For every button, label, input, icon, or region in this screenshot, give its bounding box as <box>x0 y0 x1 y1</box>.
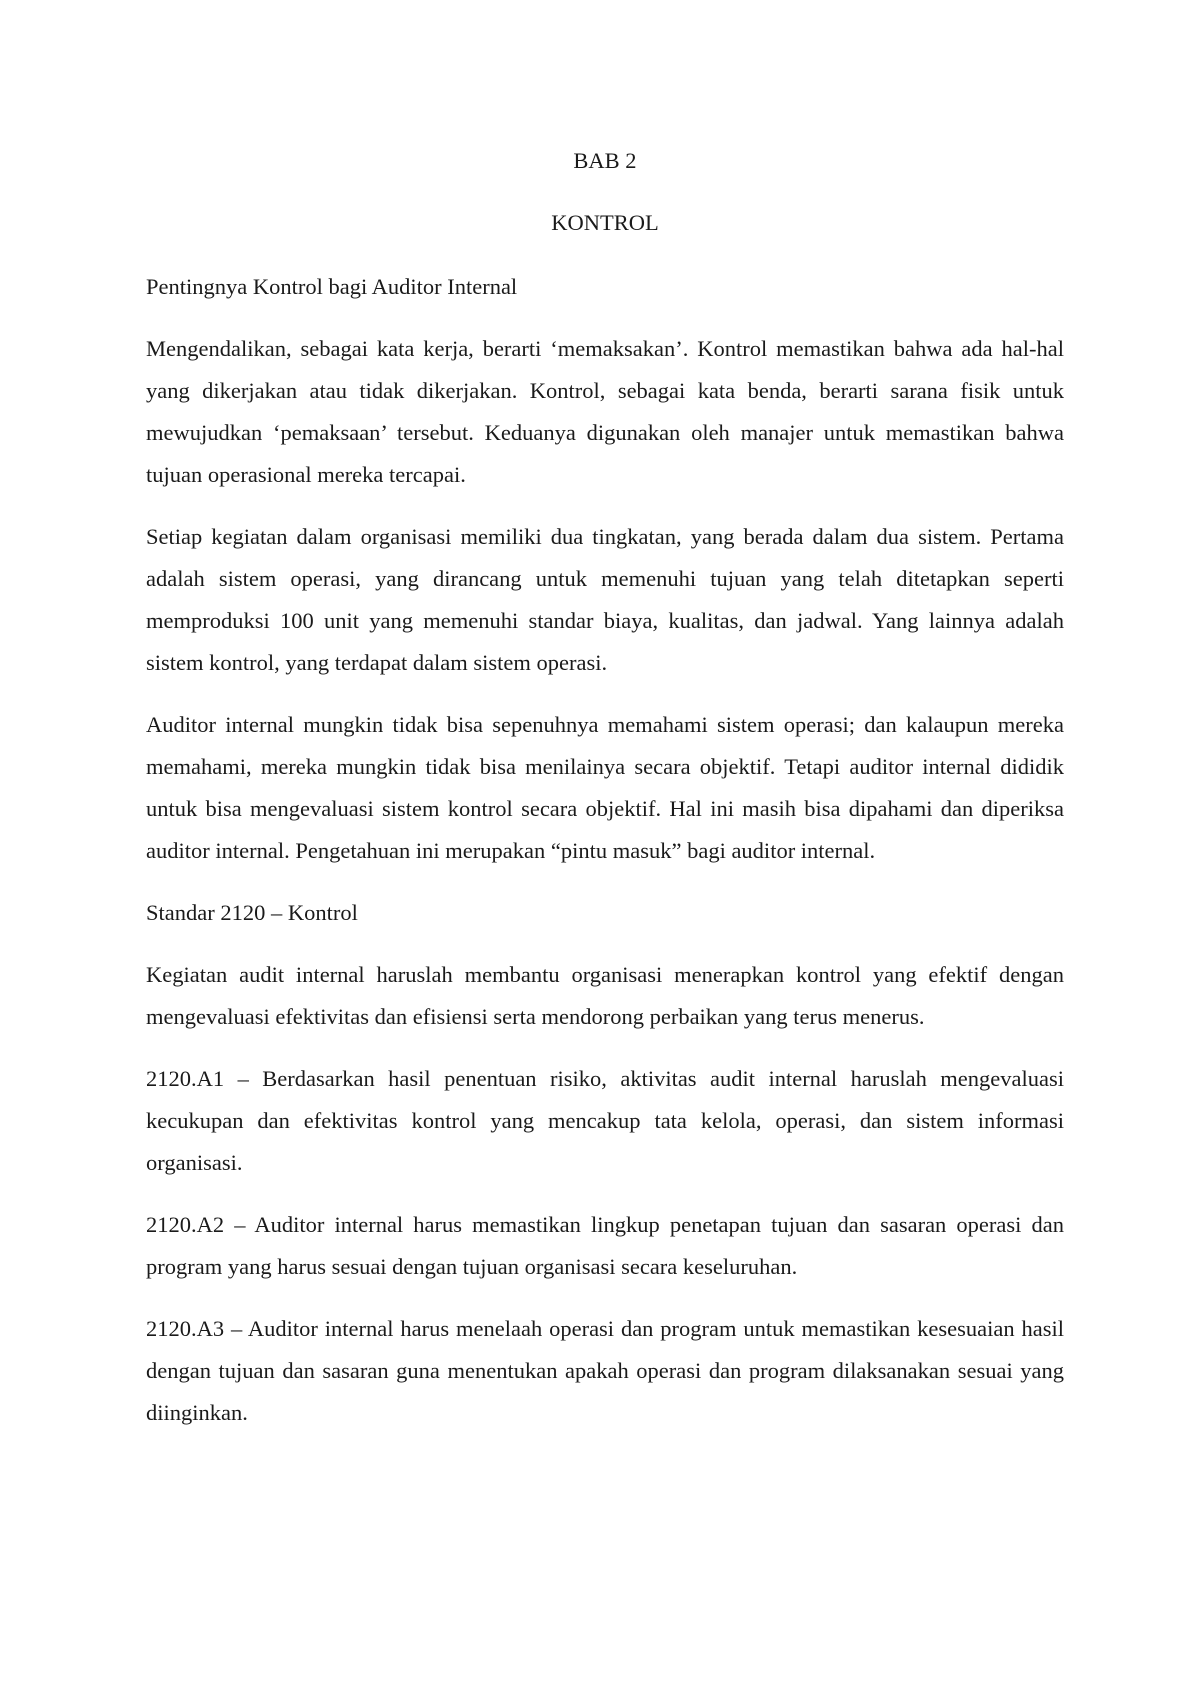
paragraph: Setiap kegiatan dalam organisasi memiliki dua tingkatan, yang berada dalam dua sistem. Pertama adalah sistem operasi, yang dirancang untuk memenuhi tujuan yang telah ditetapkan seperti memproduksi 100 unit yang memenuhi standar biaya, kualitas, dan jadwal. Yang lainnya adalah sistem kontrol, yang terdapat dalam sistem operasi. <box>146 524 1064 675</box>
paragraph: Kegiatan audit internal haruslah membantu organisasi menerapkan kontrol yang efektif dengan mengevaluasi efektivitas dan efisiensi serta mendorong perbaikan yang terus menerus. <box>146 962 1064 1029</box>
paragraph: Auditor internal mungkin tidak bisa sepenuhnya memahami sistem operasi; dan kalaupun mereka memahami, mereka mungkin tidak bisa menilainya secara objektif. Tetapi auditor internal dididik untuk bisa mengevaluasi sistem kontrol secara objektif. Hal ini masih bisa dipahami dan diperiksa auditor internal. Pengetahuan ini merupakan “pintu masuk” bagi auditor internal. <box>146 712 1064 863</box>
standard-clause-a1: 2120.A1 – Berdasarkan hasil penentuan risiko, aktivitas audit internal haruslah mengevaluasi kecukupan dan efektivitas kontrol yang mencakup tata kelola, operasi, dan sistem informasi organisasi. <box>146 1066 1064 1175</box>
paragraph: Mengendalikan, sebagai kata kerja, berarti ‘memaksakan’. Kontrol memastikan bahwa ada hal-hal yang dikerjakan atau tidak dikerjakan. Kontrol, sebagai kata benda, berarti sarana fisik untuk mewujudkan ‘pemaksaan’ tersebut. Keduanya digunakan oleh manajer untuk memastikan bahwa tujuan operasional mereka tercapai. <box>146 336 1064 487</box>
section-heading: Pentingnya Kontrol bagi Auditor Internal <box>146 274 518 299</box>
chapter-title: KONTROL <box>551 210 659 235</box>
standard-clause-a2: 2120.A2 – Auditor internal harus memastikan lingkup penetapan tujuan dan sasaran operasi dan program yang harus sesuai dengan tujuan organisasi secara keseluruhan. <box>146 1212 1064 1279</box>
chapter-label: BAB 2 <box>573 148 637 173</box>
standard-heading: Standar 2120 – Kontrol <box>146 900 358 925</box>
document-body <box>146 140 1064 1454</box>
standard-clause-a3: 2120.A3 – Auditor internal harus menelaah operasi dan program untuk memastikan kesesuaian hasil dengan tujuan dan sasaran guna menentukan apakah operasi dan program dilaksanakan sesuai yang diinginkan. <box>146 1316 1064 1425</box>
